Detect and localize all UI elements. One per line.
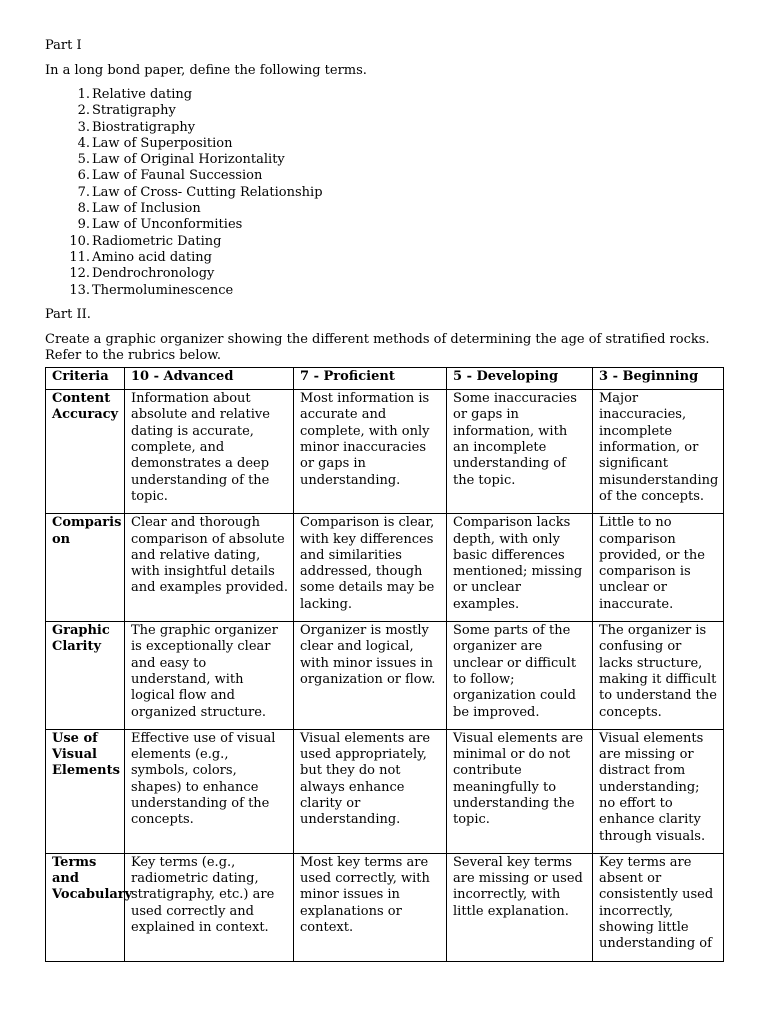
term-text: Thermoluminescence: [92, 282, 234, 298]
list-item: [45, 103, 725, 119]
list-item: [45, 201, 725, 217]
item-number: 12.: [69, 266, 90, 282]
term-text: Dendrochronology: [92, 266, 215, 282]
criteria-cell: Comparis on: [46, 514, 125, 622]
part1-instruction: In a long bond paper, define the following terms.: [45, 63, 367, 78]
rubric-table: [45, 367, 724, 962]
developing-cell: Visual elements are minimal or do not contribute meaningfully to understanding the topic.: [447, 729, 593, 853]
item-number: 11.: [69, 249, 90, 265]
beginning-cell: Little to no comparison provided, or the comparison is unclear or inaccurate.: [593, 514, 724, 622]
terms-list: [45, 87, 725, 299]
term-text: Law of Inclusion: [92, 201, 201, 217]
beginning-cell: Major inaccuracies, incomplete information, or significant misunderstanding of the concepts.: [593, 390, 724, 514]
item-number: 1.: [77, 87, 90, 102]
term-text: Law of Original Horizontality: [92, 152, 285, 168]
list-item: [45, 266, 725, 282]
developing-cell: Several key terms are missing or used incorrectly, with little explanation.: [447, 853, 593, 961]
item-number: 8.: [77, 201, 90, 217]
developing-cell: Comparison lacks depth, with only basic differences mentioned; missing or unclear examples.: [447, 514, 593, 622]
proficient-cell: Organizer is mostly clear and logical, with minor issues in organization or flow.: [294, 622, 447, 730]
term-text: Radiometric Dating: [92, 233, 222, 249]
item-number: 5.: [77, 152, 90, 168]
term-text: Law of Faunal Succession: [92, 168, 263, 184]
criteria-cell: Use of Visual Elements: [46, 729, 125, 853]
table-row: [46, 514, 724, 622]
list-item: [45, 234, 725, 250]
term-text: Law of Unconformities: [92, 217, 243, 233]
beginning-cell: Visual elements are missing or distract from understanding; no effort to enhance clarity through visuals.: [593, 729, 724, 853]
developing-cell: Some parts of the organizer are unclear or difficult to follow; organization could be improved.: [447, 622, 593, 730]
term-text: Amino acid dating: [92, 249, 212, 265]
proficient-cell: Visual elements are used appropriately, but they do not always enhance clarity or understanding.: [294, 729, 447, 853]
table-row: [46, 729, 724, 853]
term-text: Stratigraphy: [92, 103, 176, 119]
criteria-cell: Graphic Clarity: [46, 622, 125, 730]
list-item: [45, 168, 725, 184]
header-proficient: 7 - Proficient: [294, 367, 447, 389]
list-item: [45, 152, 725, 168]
table-row: [46, 622, 724, 730]
header-advanced: 10 - Advanced: [125, 367, 294, 389]
beginning-cell: The organizer is confusing or lacks structure, making it difficult to understand the concepts.: [593, 622, 724, 730]
item-number: 4.: [77, 135, 90, 151]
part1-heading: Part I: [45, 38, 82, 53]
item-number: 6.: [77, 168, 90, 184]
list-item: [45, 120, 725, 136]
table-row: [46, 390, 724, 514]
term-text: Relative dating: [92, 87, 193, 102]
document-page: [45, 38, 725, 962]
term-text: Law of Superposition: [92, 135, 233, 151]
list-item: [45, 283, 725, 299]
proficient-cell: Most information is accurate and complete, with only minor inaccuracies or gaps in understanding.: [294, 390, 447, 514]
criteria-cell: Content Accuracy: [46, 390, 125, 514]
header-developing: 5 - Developing: [447, 367, 593, 389]
part2-heading: Part II.: [45, 306, 91, 322]
list-item: [45, 217, 725, 233]
advanced-cell: The graphic organizer is exceptionally clear and easy to understand, with logical flow and organized structure.: [125, 622, 294, 730]
developing-cell: Some inaccuracies or gaps in information, with an incomplete understanding of the topic.: [447, 390, 593, 514]
item-number: 9.: [77, 217, 90, 233]
item-number: 7.: [77, 184, 90, 200]
part2-instruction: Create a graphic organizer showing the different methods of determining the age of stratified rocks. Refer to the rubrics below.: [45, 331, 710, 363]
list-item: [45, 185, 725, 201]
header-criteria: Criteria: [46, 367, 125, 389]
criteria-cell: Terms and Vocabulary: [46, 853, 125, 961]
term-text: Law of Cross- Cutting Relationship: [92, 184, 323, 200]
table-row: [46, 853, 724, 961]
proficient-cell: Most key terms are used correctly, with minor issues in explanations or context.: [294, 853, 447, 961]
item-number: 3.: [77, 119, 90, 135]
proficient-cell: Comparison is clear, with key differences and similarities addressed, though some details may be lacking.: [294, 514, 447, 622]
header-beginning: 3 - Beginning: [593, 367, 724, 389]
item-number: 2.: [77, 103, 90, 119]
advanced-cell: Key terms (e.g., radiometric dating, stratigraphy, etc.) are used correctly and explained in context.: [125, 853, 294, 961]
item-number: 13.: [69, 282, 90, 298]
item-number: 10.: [69, 233, 90, 249]
advanced-cell: Clear and thorough comparison of absolute and relative dating, with insightful details and examples provided.: [125, 514, 294, 622]
beginning-cell: Key terms are absent or consistently used incorrectly, showing little understanding of: [593, 853, 724, 961]
list-item: [45, 250, 725, 266]
list-item: [45, 87, 725, 103]
term-text: Biostratigraphy: [92, 119, 196, 135]
table-header-row: [46, 367, 724, 389]
advanced-cell: Information about absolute and relative dating is accurate, complete, and demonstrates a deep understanding of the topic.: [125, 390, 294, 514]
list-item: [45, 136, 725, 152]
advanced-cell: Effective use of visual elements (e.g., symbols, colors, shapes) to enhance understanding of the concepts.: [125, 729, 294, 853]
